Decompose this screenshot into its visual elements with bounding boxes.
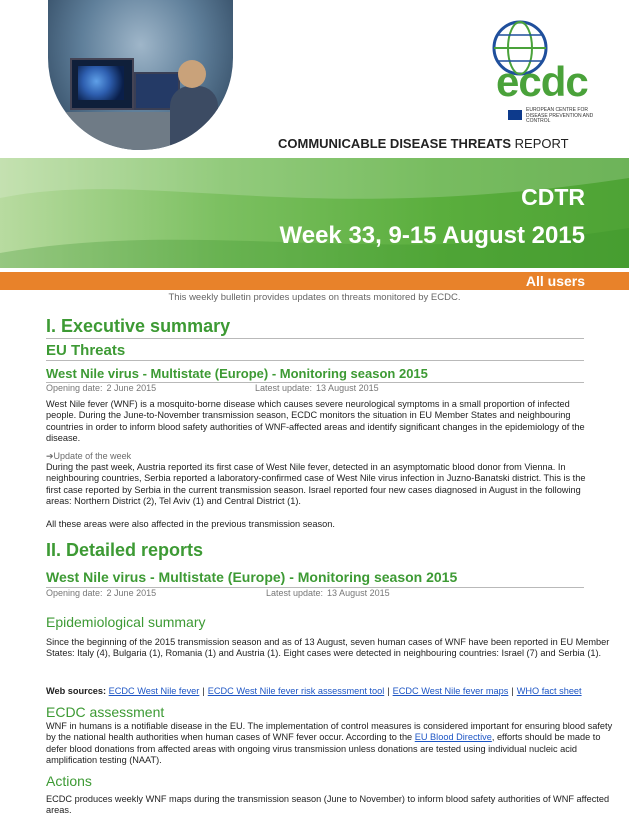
link-ecdc-west-nile-fever[interactable]: ECDC West Nile fever: [108, 686, 200, 696]
report-series-title: [278, 136, 569, 151]
audience-label: All users: [525, 273, 585, 289]
arrow-right-icon: ➔: [46, 451, 54, 461]
logo-wordmark: ecdc: [496, 58, 588, 105]
bulletin-description: This weekly bulletin provides updates on threats monitored by ECDC.: [168, 292, 461, 303]
section-heading-executive-summary: I. Executive summary: [46, 316, 231, 336]
ecdc-assessment-paragraph: WNF in humans is a notifiable disease in the EU. The implementation of control measures is considered important for ensuring blood safety by the national health authorities when human cases of WNF fever occur. According to the EU Blood Directive, efforts should be made to defer blood donations from affected areas with ongoing virus transmission unless donations are tested using individual nucleic acid amplification testing (NAAT).: [46, 721, 613, 766]
divider: [46, 360, 584, 361]
web-sources: Web sources: ECDC West Nile fever | ECDC West Nile fever risk assessment tool | ECDC West Nile fever maps | WHO fact sheet: [46, 686, 582, 696]
detail-threat-title: West Nile virus - Multistate (Europe) - Monitoring season 2015: [46, 569, 458, 585]
epi-summary-paragraph: Since the beginning of the 2015 transmission season and as of 13 August, seven human cases of WNF have been reported in EU Member States: Italy (4), Bulgaria (1), Romania (1) and Austria (1). Eight cases were detected in neighbouring countries: Israel (7) and Serbia (1).: [46, 637, 610, 659]
link-eu-blood-directive[interactable]: EU Blood Directive: [414, 732, 492, 743]
ecdc-assessment-heading: ECDC assessment: [46, 704, 165, 720]
update-paragraph: During the past week, Austria reported its first case of West Nile fever, detected in an asymptomatic blood donor from Vienna. In neighbouring countries, Serbia reported a laboratory-confirmed case of West Nile virus infection in Juzno-Banatski district. This is the first case reported by Serbia in the current transmission season. Israel reported four new cases diagnosed in August in the following areas: Northern District (2), Tel Aviv (1) and Central District (1).: [46, 462, 586, 507]
link-risk-assessment-tool[interactable]: ECDC West Nile fever risk assessment tool: [207, 686, 385, 696]
opening-date: Opening date: 2 June 2015: [46, 383, 157, 393]
detail-latest-update: Latest update: 13 August 2015: [266, 588, 390, 598]
report-series-plain: REPORT: [514, 136, 569, 151]
actions-paragraph: ECDC produces weekly WNF maps during the transmission season (June to November) to inform blood safety authorities of WNF affected areas.: [46, 794, 610, 816]
update-of-week: ➔Update of the week: [46, 451, 132, 461]
divider: [46, 338, 584, 339]
header-photo: [48, 0, 233, 150]
detail-opening-date: Opening date: 2 June 2015: [46, 588, 157, 598]
closing-paragraph: All these areas were also affected in the previous transmission season.: [46, 519, 335, 529]
ecdc-logo: [480, 18, 610, 124]
cdtr-label: CDTR: [521, 184, 585, 210]
subheading-eu-threats: EU Threats: [46, 342, 126, 359]
title-band: [0, 158, 629, 268]
link-west-nile-fever-maps[interactable]: ECDC West Nile fever maps: [392, 686, 509, 696]
section-heading-detailed-reports: II. Detailed reports: [46, 540, 204, 560]
actions-heading: Actions: [46, 773, 92, 789]
threat-title: West Nile virus - Multistate (Europe) - Monitoring season 2015: [46, 366, 428, 381]
intro-paragraph: West Nile fever (WNF) is a mosquito-borne disease which causes severe neurological symptoms in a small proportion of infected people. During the June-to-November transmission season, ECDC monitors the situation in EU Member States and neighbouring countries in order to inform blood safety authorities of WNF-affected areas and identify significant changes in the epidemiology of the disease.: [46, 399, 585, 444]
logo-tagline: EUROPEAN CENTRE FOR DISEASE PREVENTION AND CONTROL: [526, 107, 594, 124]
epi-summary-heading: Epidemiological summary: [46, 614, 206, 630]
eu-flag-icon: [508, 110, 522, 120]
latest-update: Latest update: 13 August 2015: [255, 383, 379, 393]
report-series-bold: COMMUNICABLE DISEASE THREATS: [278, 136, 512, 151]
week-title: Week 33, 9-15 August 2015: [279, 222, 585, 249]
link-who-fact-sheet[interactable]: WHO fact sheet: [516, 686, 582, 696]
